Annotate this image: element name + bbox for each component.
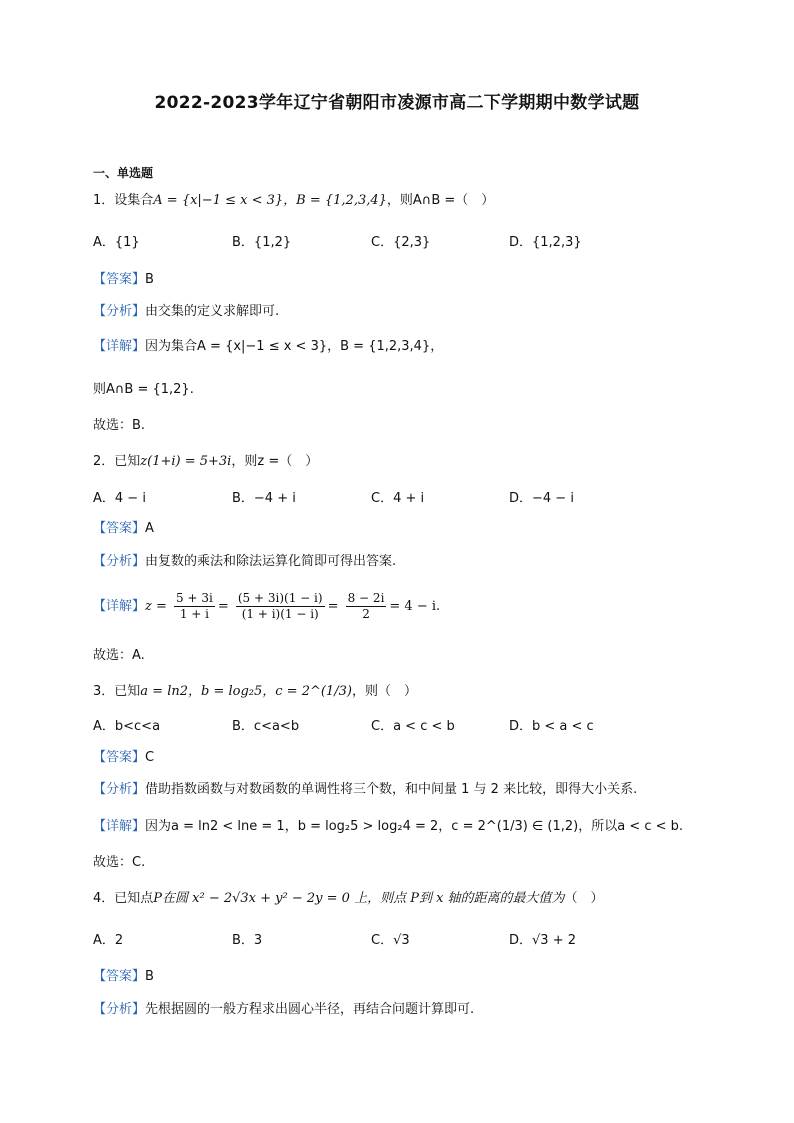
q3-stem-prefix: 3．已知 [93,684,141,699]
q1-option-d: D．{1,2,3} [509,235,582,250]
q1-option-a: A．{1} [93,235,140,250]
q1-detail-line-1: 因为集合A = {x|−1 ≤ x < 3}，B = {1,2,3,4}， [145,339,444,354]
q4-option-b: B．3 [232,933,263,948]
q2-fraction-2 [236,591,325,622]
answer-tag: 【答案】 [93,969,146,984]
answer-tag: 【答案】 [93,521,146,536]
q1-detail-line-2: 则A∩B = {1,2}. [93,382,194,397]
question-3-stem [93,682,417,702]
q2-option-d: D．−4 − i [509,491,574,506]
q4-analysis-text: 先根据圆的一般方程求出圆心半径，再结合问题计算即可. [145,1002,475,1017]
question-2-stem [93,452,318,472]
q4-stem-math: P在圆 x² − 2√3x + y² − 2y = 0 上，则点 P到 x 轴的距离的最大值为 [153,891,565,906]
fraction-denominator: (1 + i)(1 − i) [241,607,319,621]
detail-tag: 【详解】 [93,819,146,834]
question-4-stem [93,889,604,909]
q3-analysis-text: 借助指数函数与对数函数的单调性将三个数，和中间量 1 与 2 来比较，即得大小关系. [145,782,638,797]
q3-detail [93,817,683,837]
q2-option-c: C．4 + i [371,491,425,506]
q3-option-d: D．b < a < c [509,719,594,734]
answer-tag: 【答案】 [93,272,146,287]
q4-answer [93,967,154,987]
q3-option-b: B．c<a<b [232,719,300,734]
analysis-tag: 【分析】 [93,782,146,797]
q1-stem-suffix: ，则A∩B =（ ） [386,193,495,208]
q1-option-c: C．{2,3} [371,235,431,250]
q3-option-a: A．b<c<a [93,719,161,734]
q1-analysis [93,302,279,322]
section-heading: 一、单选题 [93,166,154,180]
q4-option-c: C．√3 [371,933,410,948]
q4-stem-suffix: （ ） [564,891,604,906]
answer-tag: 【答案】 [93,750,146,765]
question-1-stem [93,191,494,211]
q3-option-c: C．a < c < b [371,719,455,734]
q2-stem-suffix: ，则z =（ ） [231,454,319,469]
q1-stem-prefix: 1．设集合 [93,193,154,208]
q4-option-a: A．2 [93,933,124,948]
q3-answer [93,748,154,768]
q4-analysis [93,1000,474,1020]
q4-option-d: D．√3 + 2 [509,933,576,948]
analysis-tag: 【分析】 [93,1002,146,1017]
q2-analysis [93,552,396,572]
q2-fraction-3 [346,591,387,622]
detail-tag: 【详解】 [93,599,146,614]
q2-answer-value: A [145,521,154,536]
q2-fraction-1 [174,591,215,622]
fraction-numerator: 5 + 3i [176,591,213,605]
fraction-numerator: 8 − 2i [347,591,385,605]
q3-answer-value: C [145,750,155,765]
analysis-tag: 【分析】 [93,304,146,319]
q2-stem-math: z(1+i) = 5+3i [140,454,232,469]
q3-analysis [93,780,637,800]
q3-conclusion: 故选：C. [93,855,146,870]
analysis-tag: 【分析】 [93,554,146,569]
q2-option-a: A．4 − i [93,491,146,506]
q2-detail-rhs: = 4 − i. [389,599,441,614]
q1-stem-math: A = {x|−1 ≤ x < 3}，B = {1,2,3,4} [153,193,387,208]
q4-answer-value: B [145,969,154,984]
q2-option-b: B．−4 + i [232,491,296,506]
q1-conclusion: 故选：B. [93,418,146,433]
q1-analysis-text: 由交集的定义求解即可. [145,304,280,319]
fraction-numerator: (5 + 3i)(1 − i) [237,591,323,605]
q1-answer-value: B [145,272,154,287]
fraction-denominator: 2 [362,607,370,621]
q2-analysis-text: 由复数的乘法和除法运算化简即可得出答案. [145,554,397,569]
q1-option-b: B．{1,2} [232,235,292,250]
q2-detail: 【详解】z = $\frac{5 + 3i}{1 + i}$ = $\frac{(5 + 3i)(1 - i)}{(1 + i)(1 - i)}$ = $\frac{8 - 2i}{2}$ = 4 − i. [93,591,441,621]
detail-tag: 【详解】 [93,339,146,354]
q1-answer [93,270,154,290]
q3-stem-math: a = ln2，b = log₂5，c = 2^(1/3) [140,684,352,699]
q3-detail-text: 因为a = ln2 < lne = 1，b = log₂5 > log₂4 = 2，c = 2^(1/3) ∈ (1,2)，所以a < c < b. [145,819,684,834]
fraction-denominator: 1 + i [179,607,209,621]
page-title: 2022-2023学年辽宁省朝阳市凌源市高二下学期期中数学试题 [154,93,640,113]
q3-stem-suffix: ，则（ ） [351,684,417,699]
q2-stem-prefix: 2．已知 [93,454,141,469]
q4-stem-prefix: 4．已知点 [93,891,154,906]
q2-detail-lhs: z = [145,599,167,614]
q2-conclusion: 故选：A. [93,648,145,663]
q1-detail [93,337,443,357]
q2-answer [93,519,154,539]
